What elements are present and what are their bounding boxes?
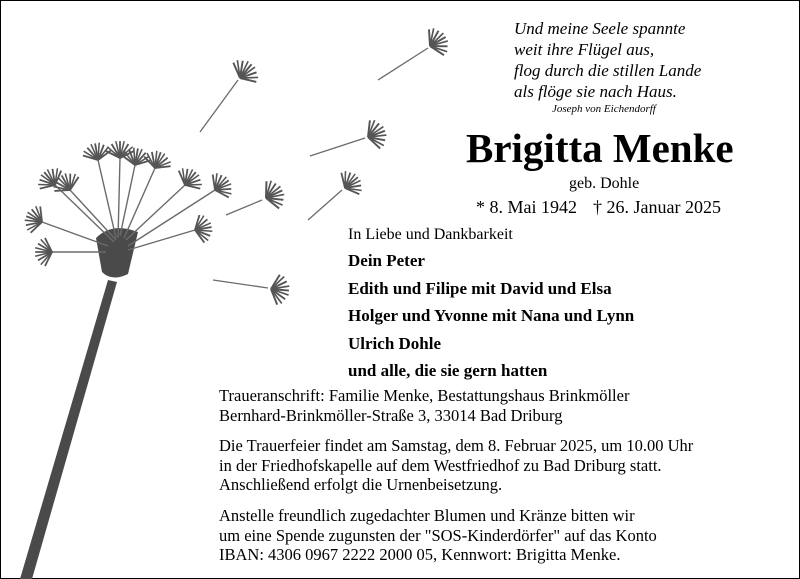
donation-line: IBAN: 4306 0967 2222 2000 05, Kennwort: Brigitta Menke. (219, 545, 621, 564)
ceremony-info (219, 436, 693, 495)
mourning-address (219, 386, 629, 425)
mourner: und alle, die sie gern hatten (348, 361, 548, 380)
poem-line: Und meine Seele spannte (514, 19, 686, 38)
birth-date: * 8. Mai 1942 (476, 197, 577, 217)
ceremony-line: in der Friedhofskapelle auf dem Westfriedhof zu Bad Driburg statt. (219, 455, 662, 475)
birth-name: geb. Dohle (569, 175, 640, 192)
mourner: Dein Peter (348, 251, 425, 270)
address-line: Bernhard-Brinkmöller-Straße 3, 33014 Bad Driburg (219, 405, 563, 425)
poem-line: flog durch die stillen Lande (514, 61, 702, 80)
life-dates (476, 197, 737, 218)
poem-author: Joseph von Eichendorff (552, 103, 656, 115)
mourner: Edith und Filipe mit David und Elsa (348, 278, 612, 298)
donation-info (219, 506, 657, 565)
death-date: † 26. Januar 2025 (593, 197, 721, 217)
mourner: Holger und Yvonne mit Nana und Lynn (348, 306, 635, 325)
ceremony-line: Anschließend erfolgt die Urnenbeisetzung. (219, 475, 503, 494)
deceased-name: Brigitta Menke (466, 125, 734, 171)
memorial-poem (514, 18, 701, 102)
poem-line: weit ihre Flügel aus, (514, 40, 655, 59)
donation-line: um eine Spende zugunsten der "SOS-Kinderdörfer" auf das Konto (219, 525, 657, 545)
mourning-intro: In Liebe und Dankbarkeit (348, 226, 513, 243)
mourner: Ulrich Dohle (348, 333, 442, 353)
mourners-list (348, 247, 634, 385)
poem-line: als flöge sie nach Haus. (514, 82, 677, 101)
donation-line: Anstelle freundlich zugedachter Blumen und Kränze bitten wir (219, 506, 635, 525)
ceremony-line: Die Trauerfeier findet am Samstag, dem 8. Februar 2025, um 10.00 Uhr (219, 436, 694, 455)
address-line: Traueranschrift: Familie Menke, Bestattungshaus Brinkmöller (219, 386, 630, 405)
